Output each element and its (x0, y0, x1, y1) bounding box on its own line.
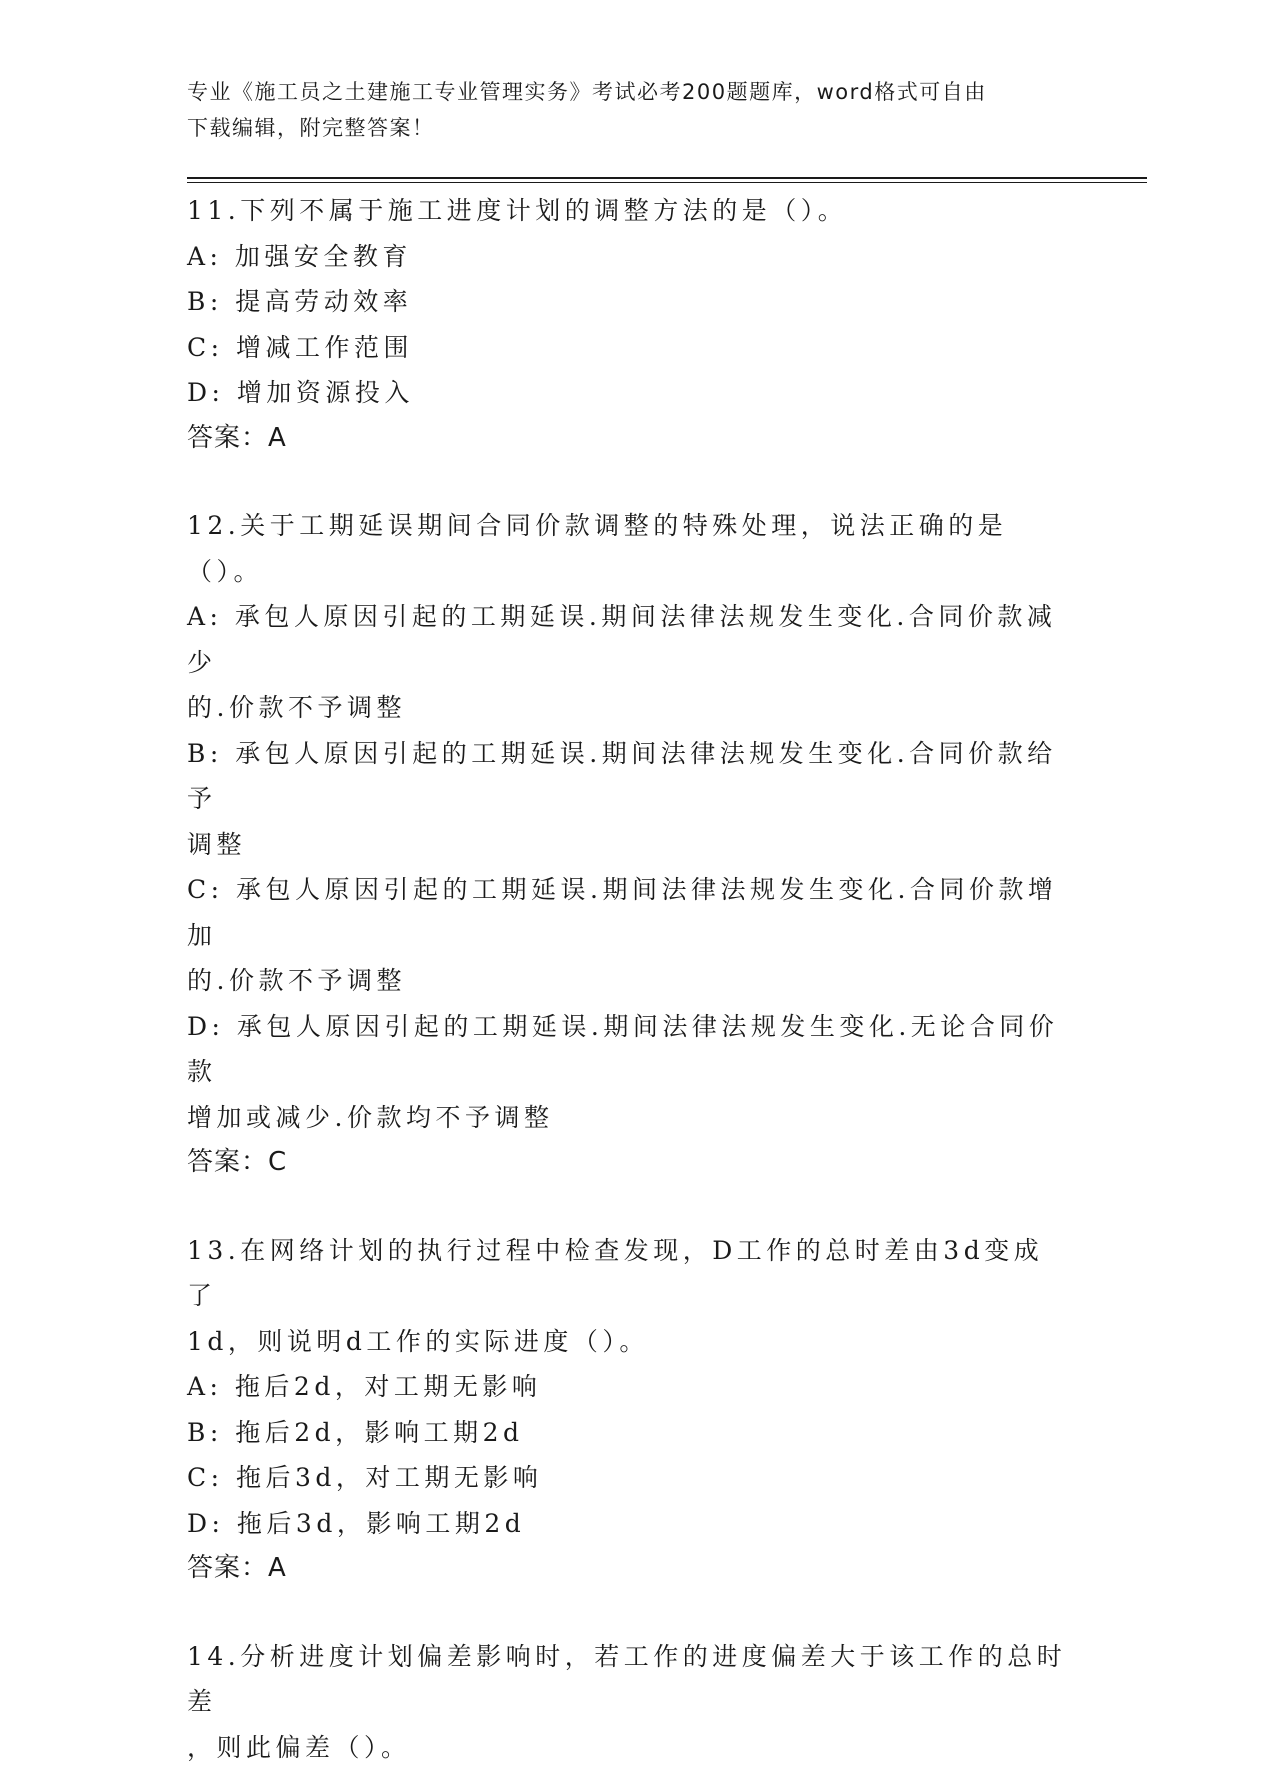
question-option-line: D: 增加资源投入 (187, 370, 1067, 416)
document-header (187, 74, 1047, 146)
question-block (187, 188, 1067, 461)
question-stem-line: 11.下列不属于施工进度计划的调整方法的是（）。 (187, 188, 1067, 234)
question-spacer (187, 1186, 1067, 1228)
header-divider-thick (187, 177, 1147, 179)
question-option-line: A: 加强安全教育 (187, 234, 1067, 280)
question-stem-line: 12.关于工期延误期间合同价款调整的特殊处理，说法正确的是（）。 (187, 503, 1067, 594)
question-stem-line: 1d，则说明d工作的实际进度（）。 (187, 1319, 1067, 1365)
header-line-2: 下载编辑，附完整答案！ (187, 110, 1047, 146)
header-line-1: 专业《施工员之土建施工专业管理实务》考试必考200题题库，word格式可自由 (187, 74, 1047, 110)
question-option-line: B: 承包人原因引起的工期延误.期间法律法规发生变化.合同价款给予 (187, 731, 1067, 822)
answer-line: 答案：C (187, 1140, 1067, 1186)
question-stem-line: ，则此偏差（）。 (187, 1725, 1067, 1770)
header-divider-thin (187, 182, 1147, 183)
question-option-line: C: 拖后3d，对工期无影响 (187, 1455, 1067, 1501)
question-option-line: C: 增减工作范围 (187, 325, 1067, 371)
question-block (187, 1228, 1067, 1592)
question-option-line: A: 承包人原因引起的工期延误.期间法律法规发生变化.合同价款减少 (187, 594, 1067, 685)
question-option-line: 调整 (187, 822, 1067, 868)
question-option-line: C: 承包人原因引起的工期延误.期间法律法规发生变化.合同价款增加 (187, 867, 1067, 958)
question-stem-line: 13.在网络计划的执行过程中检查发现，D工作的总时差由3d变成了 (187, 1228, 1067, 1319)
question-option-line: 增加或减少.价款均不予调整 (187, 1095, 1067, 1141)
question-option-line: D: 承包人原因引起的工期延误.期间法律法规发生变化.无论合同价款 (187, 1004, 1067, 1095)
question-option-line: A: 拖后2d，对工期无影响 (187, 1364, 1067, 1410)
question-option-line: D: 拖后3d，影响工期2d (187, 1501, 1067, 1547)
question-option-line: B: 拖后2d，影响工期2d (187, 1410, 1067, 1456)
question-list (187, 188, 1067, 1770)
question-block (187, 1634, 1067, 1770)
question-option-line: 的.价款不予调整 (187, 958, 1067, 1004)
answer-line: 答案：A (187, 416, 1067, 462)
answer-line: 答案：A (187, 1546, 1067, 1592)
question-block (187, 503, 1067, 1186)
question-option-line: B: 提高劳动效率 (187, 279, 1067, 325)
question-spacer (187, 1592, 1067, 1634)
question-option-line: 的.价款不予调整 (187, 685, 1067, 731)
question-spacer (187, 461, 1067, 503)
question-stem-line: 14.分析进度计划偏差影响时，若工作的进度偏差大于该工作的总时差 (187, 1634, 1067, 1725)
